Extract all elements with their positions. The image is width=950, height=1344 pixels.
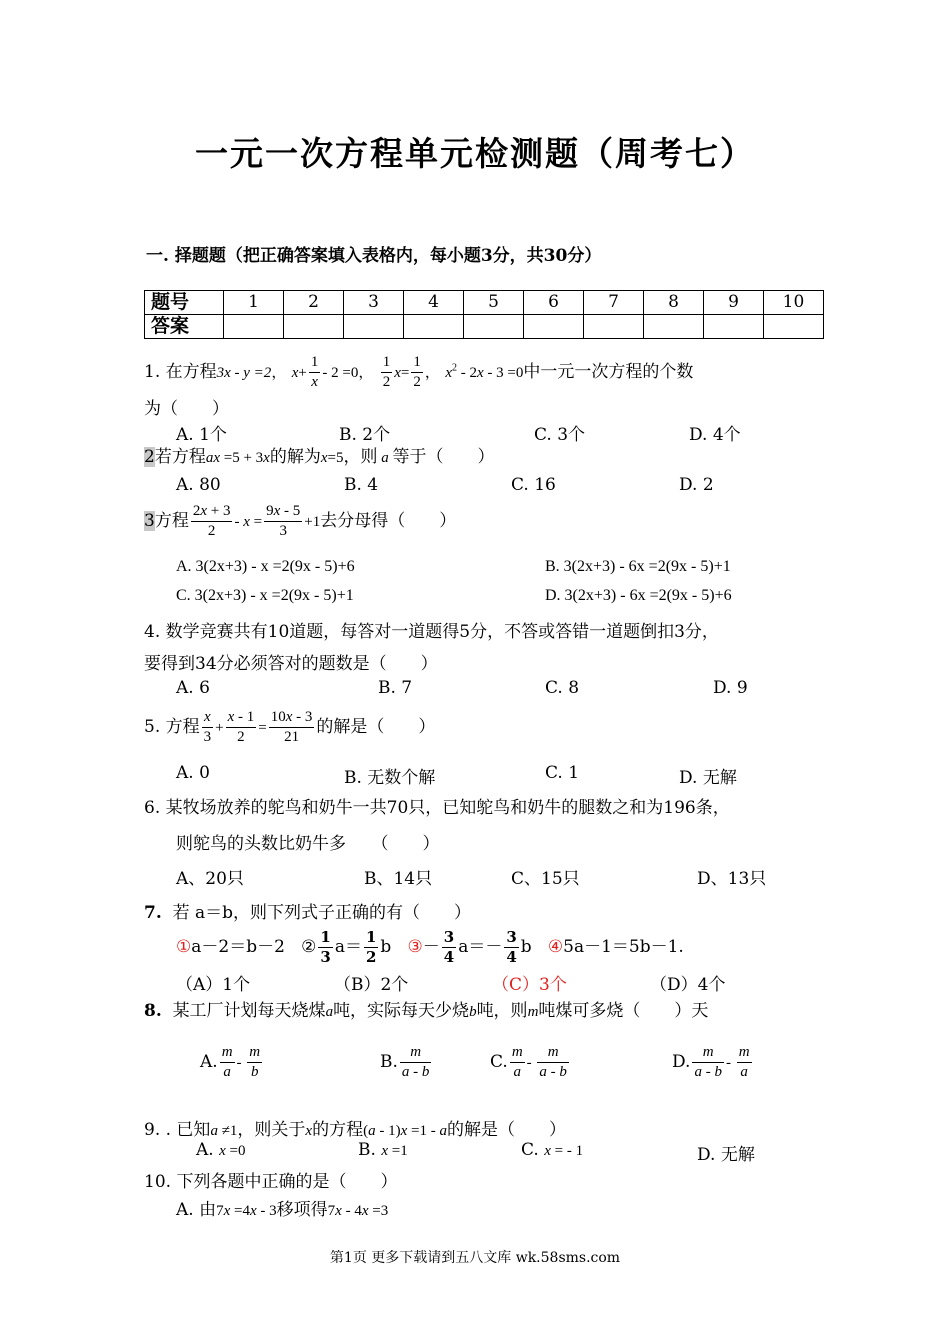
table-number: 9 [704,291,764,315]
q5-option-b: B. 无数个解 [344,768,436,788]
answer-cell[interactable] [584,315,644,339]
table-number: 2 [284,291,344,315]
table-number: 4 [404,291,464,315]
answer-cell[interactable] [764,315,824,339]
q3-number: 3 [144,511,155,531]
q1-option-d: D. 4个 [689,425,741,445]
section-heading: 一. 择题题（把正确答案填入表格内，每小题3分，共30分） [146,246,602,266]
table-number: 10 [764,291,824,315]
answer-cell[interactable] [224,315,284,339]
page-footer: 第1页 更多下载请到五八文库 wk.58sms.com [329,1250,621,1266]
q10-option-a: A. 由7x =4x - 3移项得7x - 4x =3 [176,1200,389,1220]
table-answer-row [145,315,824,339]
q3-option-c: C. 3(2x+3) - x =2(9x - 5)+1 [176,587,354,604]
q9-option-b: B. x =1 [358,1140,408,1160]
question-3: 3方程 $\frac{2x + 3}{2}$ - x = $\frac{9x - 5}{3}$ +1去分母得（ ） [144,503,457,539]
question-5: 5. 方程 $\frac{x}{3}$ + $\frac{x - 1}{2}$ = $\frac{10x - 3}{21}$ 的解是（ ） [144,709,436,745]
q3-option-d: D. 3(2x+3) - 6x =2(9x - 5)+6 [545,587,732,604]
q4-option-a: A. 6 [176,678,210,698]
question-9: 9. . 已知a ≠1，则关于x的方程(a - 1)x =1 - a的解是（ ） [144,1120,566,1140]
q4-line1: 4. 数学竞赛共有10道题，每答对一道题得5分，不答或答错一道题倒扣3分， [144,622,719,642]
table-number: 8 [644,291,704,315]
q1-suffix: 中一元一次方程的个数 [523,362,694,382]
q6-line1: 6. 某牧场放养的鸵鸟和奶牛一共70只，已知鸵鸟和奶牛的腿数之和为196条， [144,798,730,818]
q1-prefix: 1. 在方程 [144,362,217,382]
answer-cell[interactable] [464,315,524,339]
table-number: 1 [224,291,284,315]
q8-option-a: A. $\frac{m}{a}$ - $\frac{m}{b}$ [200,1044,261,1080]
q4-option-b: B. 7 [378,678,413,698]
q5-option-a: A. 0 [176,763,210,783]
q6-option-c: C、15只 [511,869,580,889]
q1-option-a: A. 1个 [176,425,227,445]
table-answer-label: 答案 [145,315,224,339]
q4-option-d: D. 9 [713,678,748,698]
q2-option-c: C. 16 [511,475,556,495]
q4-option-c: C. 8 [545,678,580,698]
q8-option-c: C. $\frac{m}{a}$ - $\frac{m}{a - b}$ [490,1044,567,1080]
q7-option-d: （D）4个 [650,975,726,995]
q8-option-b: B. $\frac{m}{a - b}$ [380,1044,430,1080]
q9-option-a: A. x =0 [196,1140,246,1160]
q7-option-c: （C）3个 [492,975,567,995]
q1-option-b: B. 2个 [339,425,391,445]
table-number: 3 [344,291,404,315]
q6-option-d: D、13只 [697,869,767,889]
q6-line2: 则鸵鸟的头数比奶牛多 （ ） [176,834,440,854]
q7-option-a: （A）1个 [176,975,251,995]
table-number: 5 [464,291,524,315]
question-1: 1. 在方程3x - y =2， x+ $\frac{1}{x}$ - 2 =0， $\frac{1}{2}$ x= $\frac{1}{2}$ ， $x^2 - 2x - 3 =0$中一元一次方程的个数 [144,354,694,390]
q5-option-d: D. 无解 [679,768,737,788]
table-header-label: 题号 [145,291,224,315]
q9-option-c: C. x = - 1 [521,1140,584,1160]
q7-option-b: （B）2个 [334,975,409,995]
q8-option-d: D. $\frac{m}{a - b}$ - $\frac{m}{a}$ [672,1044,750,1080]
table-header-row [145,291,824,315]
q2-option-a: A. 80 [176,475,221,495]
page-title: 一元一次方程单元检测题（周考七） [195,134,755,173]
answer-cell[interactable] [704,315,764,339]
q1-line2: 为（ ） [144,399,229,419]
q1-option-c: C. 3个 [534,425,586,445]
q2-option-b: B. 4 [344,475,379,495]
q3-option-b: B. 3(2x+3) - 6x =2(9x - 5)+1 [545,558,731,575]
q7-items: ①a－2＝b－2 ② $\frac{1}{3}$ a＝ $\frac{1}{2}$ b ③－ $\frac{3}{4}$ a＝－ $\frac{3}{4}$ b ④5a－1＝5b－1. [176,928,684,966]
table-number: 6 [524,291,584,315]
q5-option-c: C. 1 [545,763,580,783]
question-7: 7. 若 a＝b，则下列式子正确的有（ ） [144,903,471,923]
q4-line2: 要得到34分必须答对的题数是（ ） [144,654,438,674]
q6-option-b: B、14只 [364,869,433,889]
answer-cell[interactable] [404,315,464,339]
q3-option-a: A. 3(2x+3) - x =2(9x - 5)+6 [176,558,355,575]
answer-table [144,290,824,339]
answer-cell[interactable] [644,315,704,339]
q9-option-d: D. 无解 [697,1145,755,1165]
question-2: 2若方程ax =5 + 3x的解为x=5，则 a 等于（ ） [144,447,495,467]
answer-cell[interactable] [524,315,584,339]
question-8: 8. 某工厂计划每天烧煤a吨，实际每天少烧b吨，则m吨煤可多烧（ ）天 [144,1001,709,1021]
q10-text: 10. 下列各题中正确的是（ ） [144,1172,398,1192]
q2-number: 2 [144,447,155,467]
q6-option-a: A、20只 [176,869,244,889]
q2-option-d: D. 2 [679,475,714,495]
table-number: 7 [584,291,644,315]
answer-cell[interactable] [344,315,404,339]
answer-cell[interactable] [284,315,344,339]
